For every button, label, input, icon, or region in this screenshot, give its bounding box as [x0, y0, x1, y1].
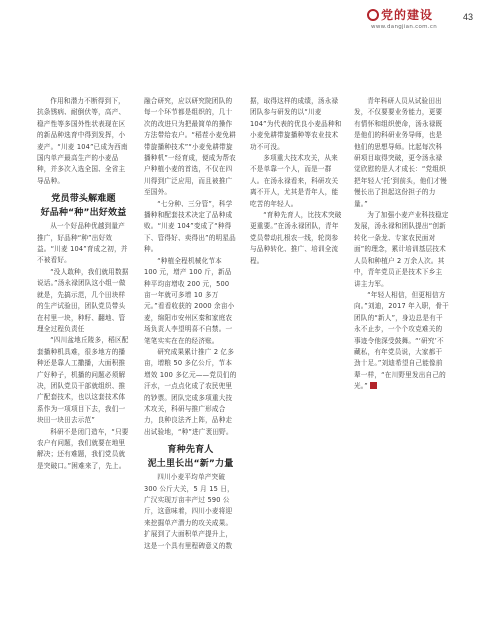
party-emblem-icon — [367, 9, 379, 21]
paragraph: “四川盆地丘陵多，稻区配套播种机具难，很多地方的播种还是靠人工撒播，大面积推广好种子，机播的问题必须解决，团队党员干部就组织、推广配套技术，也以这套技术体系作为一项项目下去，我们一块田一块田去示范” — [37, 336, 129, 425]
paragraph: 青年科研人员从试验田出发，不仅要要业务能力，更要有情怀和组织使命，汤永禄既是他们的科研业务导师，也是他们的思想导师。比起每次科研项目取得突破，更令汤永禄觉欣慰的是人才成长：“党组织把年轻人‘托’到前头，他们才慢慢长出了担起这份担子的力量。” — [354, 97, 447, 208]
section-heading-line-2: 泥土里长出“新”力量 — [147, 459, 234, 470]
site-url: www.dangjian.com.cn — [371, 24, 437, 30]
section-heading-line-1: 育种先育人 — [167, 445, 214, 456]
section-heading-line-2: 好品种“种”出好效益 — [40, 208, 127, 219]
column-2 — [144, 96, 237, 552]
paragraph: 多项重大技术攻关，从来不是单靠一个人，而是一群人。在汤永禄看来，科研攻关离不开人，尤其是青年人，能吃苦的年轻人。 — [250, 154, 339, 208]
paragraph: 科研不是闭门造车，“只要农户有问题，我们就要在地里解决；还有难题，我们党员就是突破口。”困难来了，先上。 — [37, 427, 129, 470]
column-1 — [37, 96, 130, 472]
end-mark-icon — [370, 382, 377, 389]
paragraph: “没人敢种，我们就用数据说话。”汤永禄团队这小组一做就是，先搞示范，几个田块样的生产试验田，团队党员带头在村里一块，种籽、翻地、管理全过程负责任 — [37, 267, 129, 333]
paragraph: 为了加强小麦产业科技稳定发展，汤永禄和团队提出“创新转化一条龙、专家农民面对面”的理念，累计培训基层技术人员和种植户 2 万余人次。其中，青年党员正是技术下乡主讲主力军。 — [354, 211, 449, 288]
paragraph: 研究成果累计推广 2 亿多亩，增粮 50 多亿公斤，节本增效 100 多亿元——党员们的汗水，一点点化成了农民兜里的钞票。团队完成多项重大技术攻关，科研与推广形成合力，良种良法齐上阵，品种走出试验地，“种”进广袤田野。 — [144, 347, 237, 436]
page-number: 43 — [462, 12, 473, 22]
column-3 — [250, 96, 343, 267]
magazine-logo — [367, 6, 433, 23]
paragraph: “育种先育人，比技术突破更重要。”在汤永禄团队，青年党员带动扎根农一线，轮岗参与品种转化、推广、培训全流程。 — [250, 211, 342, 265]
section-heading-line-1: 党员带头解难题 — [51, 194, 116, 205]
paragraph: “种植全程机械化节本 100 元，增产 100 斤，新品种平均亩增收 200 元，500 亩一年就可多增 10 多万元。”看看收获的 2000 余亩小麦，绵阳市安州区秦和家庭农场负责人李望明喜不自禁。一笔笔实实在在的经济账。 — [144, 256, 235, 345]
logo-text: 党的建设 — [380, 8, 433, 22]
page-header — [0, 0, 485, 48]
paragraph: “七分种、三分管”，科学播种和配套技术决定了品种成败。“川麦 104”变成了“种得下、管得好、卖得出”的明星品种。 — [144, 199, 236, 254]
paragraph: 从一个好品种优越到量产推广，好品种“种”出好效益。“川麦 104”育成之初，并不被看好。 — [37, 222, 128, 265]
paragraph: 四川小麦平均单产突破 300 公斤大关，5 月 15 日，广汉实现万亩丰产过 590 公斤，这意味着，四川小麦将迎来挖掘单产潜力的攻关成果。扩展到了大面积单产提升上，这是一个具有里程碑意义的数 — [144, 473, 234, 550]
column-4 — [354, 96, 449, 393]
paragraph-text: “年轻人相信，但更相信方向。”刘迪，2017 年入职，骨干团队的“新人”，身边总是有干永不止步，一个个攻克难关的事迹令他深受鼓舞。“‘研究’不藏私，有年党员说，大家都干劲十足。”刘迪希望自己能像前辈一样，“在川野里发出自己的光。” — [354, 290, 449, 391]
paragraph — [354, 290, 449, 393]
paragraph: 作用和潜力不断得到下，抗条锈病、耐倒伏等，高产、稳产性等多国外性状表现在区的新品种选育中得到发挥，小麦产。“川麦 104”已成为西南国内单产最高生产的小麦品种，并多次入选全国、全省主导品种。 — [37, 97, 128, 185]
paragraph: 据，取得这样的成绩，汤永禄团队参与研发的以“川麦 104”为代表的优良小麦品种和小麦免耕带旋播种等农业技术功不可没。 — [250, 97, 342, 151]
paragraph: 融合研究，应以研究院团队的每一个环节都是组织的，几十次的改进只为把最简单的操作方法带给农户。“稻茬小麦免耕带旋播种技术”“小麦免耕带旋播种机”一经育成，便成为帮农户种植小麦的首选，不仅在四川得到广泛应用，而且被推广至国外。 — [144, 97, 236, 197]
